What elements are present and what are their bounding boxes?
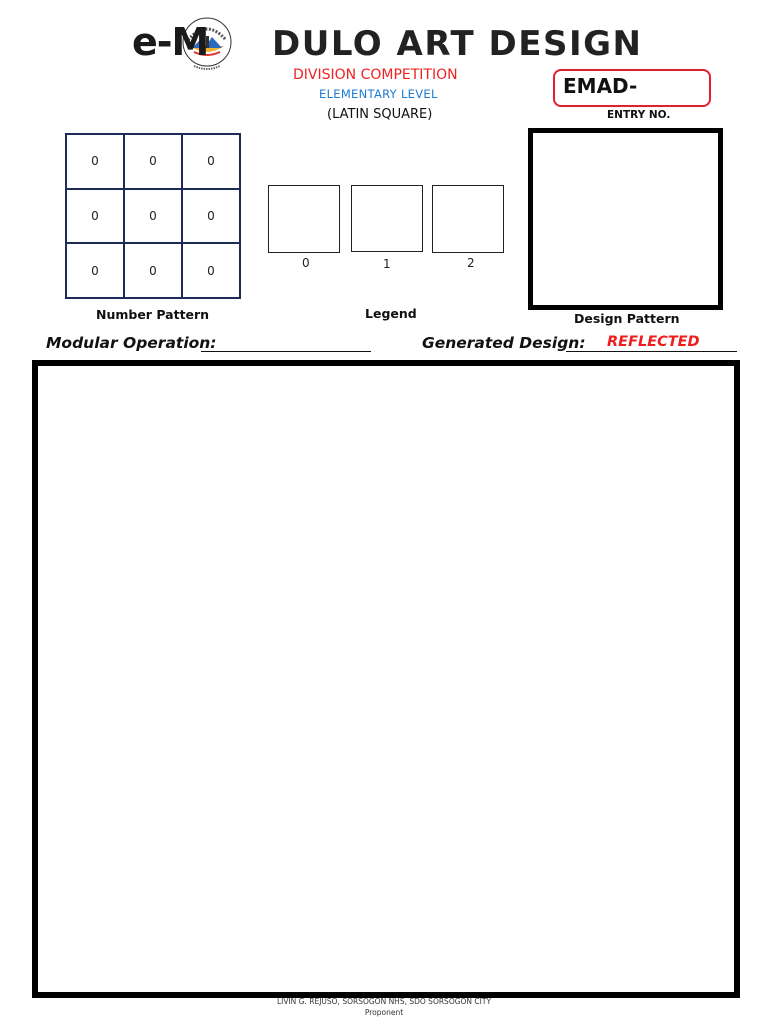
proponent-name: LIVIN G. REJUSO, SORSOGON NHS, SDO SORSOGON CITY [276,997,492,1006]
grid-cell[interactable]: 0 [66,243,124,298]
generated-design-value: REFLECTED [607,334,700,350]
legend-label-1: 1 [383,257,391,271]
legend-box-2[interactable] [432,185,504,253]
entry-number-label: ENTRY NO. [607,109,671,121]
page-title: DULO ART DESIGN [272,24,643,64]
level-label: ELEMENTARY LEVEL [319,87,438,101]
entry-code: EMAD- [563,74,638,98]
design-type-label: (LATIN SQUARE) [327,107,433,122]
legend-box-1[interactable] [351,185,423,252]
modular-operation-label: Modular Operation: [46,334,217,352]
design-pattern-caption: Design Pattern [574,311,680,326]
grid-cell[interactable]: 0 [182,134,240,189]
grid-cell[interactable]: 0 [182,189,240,244]
proponent-label: Proponent [364,1008,404,1017]
logo-text: e-M [132,20,209,64]
grid-cell[interactable]: 0 [124,189,182,244]
legend-caption: Legend [365,306,417,321]
grid-cell[interactable]: 0 [66,189,124,244]
generated-design-line[interactable] [566,351,737,352]
design-pattern-box[interactable] [528,128,723,310]
grid-cell[interactable]: 0 [124,134,182,189]
number-pattern-caption: Number Pattern [96,307,210,322]
grid-cell[interactable]: 0 [124,243,182,298]
grid-cell[interactable]: 0 [66,134,124,189]
generated-design-label: Generated Design: [422,334,586,352]
legend-label-2: 2 [467,256,475,270]
competition-label: DIVISION COMPETITION [293,67,458,83]
design-drawing-area[interactable] [32,360,740,998]
number-pattern-grid [65,133,241,299]
legend-box-0[interactable] [268,185,340,253]
grid-cell[interactable]: 0 [182,243,240,298]
legend-label-0: 0 [302,256,310,270]
modular-operation-line[interactable] [201,351,371,352]
